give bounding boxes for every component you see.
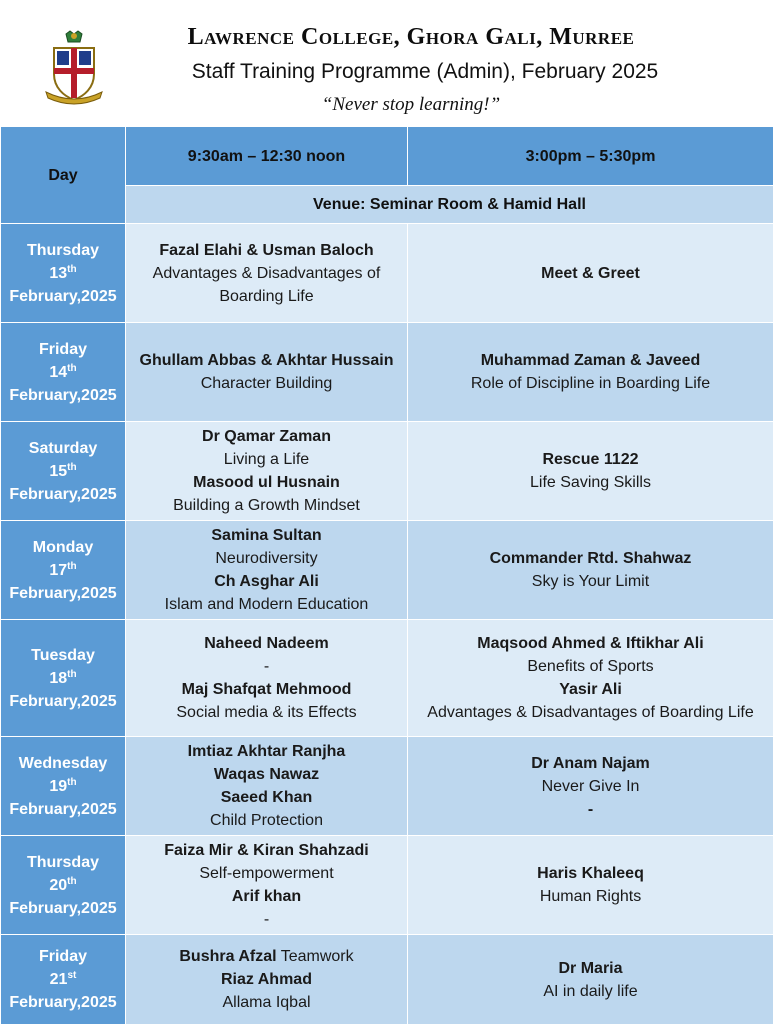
motto: “Never stop learning!” bbox=[0, 94, 773, 116]
topic-text: Life Saving Skills bbox=[530, 474, 651, 491]
morning-session-cell bbox=[126, 224, 408, 323]
date-number: 19 bbox=[49, 778, 67, 795]
speaker-name bbox=[126, 678, 407, 701]
date bbox=[1, 968, 125, 991]
schedule-row bbox=[1, 836, 773, 935]
speaker-name bbox=[408, 448, 773, 471]
day-cell bbox=[1, 224, 126, 323]
speaker-name bbox=[408, 752, 773, 775]
session-topic bbox=[126, 809, 407, 832]
date-number: 15 bbox=[49, 463, 67, 480]
college-name: Lawrence College, Ghora Gali, Murree bbox=[0, 24, 773, 51]
date-suffix: th bbox=[67, 264, 76, 275]
month-year: February,2025 bbox=[1, 582, 125, 605]
session-topic bbox=[408, 655, 773, 678]
session-topic bbox=[126, 372, 407, 395]
topic-text: Allama Iqbal bbox=[222, 994, 310, 1011]
date-suffix: st bbox=[67, 970, 76, 981]
topic-text: Neurodiversity bbox=[215, 550, 317, 567]
speaker-name bbox=[408, 349, 773, 372]
venue-cell: Venue: Seminar Room & Hamid Hall bbox=[126, 186, 773, 224]
session-topic bbox=[408, 471, 773, 494]
morning-session-cell bbox=[126, 422, 408, 521]
topic-text: Self-empowerment bbox=[199, 865, 333, 882]
topic-text: Islam and Modern Education bbox=[165, 596, 369, 613]
speaker-text: Rescue 1122 bbox=[542, 451, 638, 468]
weekday: Monday bbox=[1, 536, 125, 559]
session-topic bbox=[126, 862, 407, 885]
morning-session-cell bbox=[126, 323, 408, 422]
speaker-name bbox=[408, 957, 773, 980]
morning-session-cell bbox=[126, 620, 408, 737]
topic-text: Human Rights bbox=[540, 888, 641, 905]
date-number: 13 bbox=[49, 265, 67, 282]
speaker-name bbox=[126, 968, 407, 991]
morning-session-cell bbox=[126, 737, 408, 836]
speaker-text: Maj Shafqat Mehmood bbox=[182, 681, 352, 698]
date-suffix: th bbox=[67, 462, 76, 473]
speaker-text: Dr Maria bbox=[558, 960, 622, 977]
weekday: Thursday bbox=[1, 239, 125, 262]
session-topic bbox=[408, 885, 773, 908]
topic-text: Benefits of Sports bbox=[527, 658, 653, 675]
date bbox=[1, 460, 125, 483]
afternoon-session-cell bbox=[408, 521, 773, 620]
afternoon-session-cell bbox=[408, 323, 773, 422]
afternoon-slot-header: 3:00pm – 5:30pm bbox=[408, 127, 773, 186]
speaker-text: Riaz Ahmad bbox=[221, 971, 312, 988]
date bbox=[1, 874, 125, 897]
month-year: February,2025 bbox=[1, 690, 125, 713]
day-cell bbox=[1, 620, 126, 737]
month-year: February,2025 bbox=[1, 991, 125, 1014]
speaker-name bbox=[126, 570, 407, 593]
topic-text: AI in daily life bbox=[543, 983, 637, 1000]
day-cell bbox=[1, 737, 126, 836]
speaker-name bbox=[126, 632, 407, 655]
programme-title: Staff Training Programme (Admin), February 2025 bbox=[0, 60, 773, 84]
session-topic bbox=[126, 285, 407, 308]
date-number: 21 bbox=[50, 971, 68, 988]
date-suffix: th bbox=[67, 777, 76, 788]
date-number: 20 bbox=[49, 877, 67, 894]
speaker-text: Maqsood Ahmed & Iftikhar Ali bbox=[477, 635, 703, 652]
morning-session-cell bbox=[126, 836, 408, 935]
speaker-name bbox=[408, 632, 773, 655]
morning-slot-header: 9:30am – 12:30 noon bbox=[126, 127, 408, 186]
session-topic bbox=[126, 701, 407, 724]
speaker-name bbox=[408, 862, 773, 885]
topic-text: Living a Life bbox=[224, 451, 309, 468]
weekday: Wednesday bbox=[1, 752, 125, 775]
speaker-text: Fazal Elahi & Usman Baloch bbox=[159, 242, 373, 259]
morning-session-cell bbox=[126, 521, 408, 620]
speaker-text: Faiza Mir & Kiran Shahzadi bbox=[164, 842, 368, 859]
date-number: 18 bbox=[49, 670, 67, 687]
schedule-table bbox=[0, 126, 773, 1025]
topic-text: Sky is Your Limit bbox=[532, 573, 649, 590]
afternoon-session-cell bbox=[408, 422, 773, 521]
session-topic bbox=[126, 655, 407, 678]
speaker-name bbox=[126, 471, 407, 494]
afternoon-session-cell bbox=[408, 620, 773, 737]
weekday: Tuesday bbox=[1, 644, 125, 667]
session-topic bbox=[126, 593, 407, 616]
topic-text: - bbox=[264, 658, 269, 675]
schedule-row bbox=[1, 620, 773, 737]
month-year: February,2025 bbox=[1, 897, 125, 920]
speaker-text: Dr Anam Najam bbox=[531, 755, 650, 772]
morning-session-cell bbox=[126, 935, 408, 1025]
schedule-row bbox=[1, 521, 773, 620]
session-topic bbox=[126, 262, 407, 285]
month-year: February,2025 bbox=[1, 384, 125, 407]
month-year: February,2025 bbox=[1, 483, 125, 506]
speaker-text: Arif khan bbox=[232, 888, 301, 905]
afternoon-session-cell bbox=[408, 836, 773, 935]
speaker-text: Yasir Ali bbox=[559, 681, 622, 698]
topic-text: Social media & its Effects bbox=[176, 704, 356, 721]
schedule-row bbox=[1, 737, 773, 836]
day-cell bbox=[1, 323, 126, 422]
speaker-text: Muhammad Zaman & Javeed bbox=[481, 352, 701, 369]
speaker-text: Haris Khaleeq bbox=[537, 865, 644, 882]
speaker-text: Ghullam Abbas & Akhtar Hussain bbox=[140, 352, 394, 369]
speaker-name bbox=[408, 262, 773, 285]
date-suffix: th bbox=[67, 561, 76, 572]
speaker-name bbox=[126, 839, 407, 862]
speaker-name bbox=[126, 885, 407, 908]
session-topic bbox=[408, 775, 773, 798]
month-year: February,2025 bbox=[1, 798, 125, 821]
speaker-name bbox=[126, 349, 407, 372]
speaker-name bbox=[126, 763, 407, 786]
schedule-row bbox=[1, 935, 773, 1025]
session-topic bbox=[126, 547, 407, 570]
time-header-row bbox=[1, 127, 773, 186]
speaker-name bbox=[126, 425, 407, 448]
session-topic bbox=[408, 570, 773, 593]
schedule-row bbox=[1, 323, 773, 422]
topic-text: Boarding Life bbox=[219, 288, 313, 305]
weekday: Saturday bbox=[1, 437, 125, 460]
speaker-text: Meet & Greet bbox=[541, 265, 640, 282]
day-cell bbox=[1, 422, 126, 521]
speaker-name bbox=[126, 740, 407, 763]
weekday: Friday bbox=[1, 945, 125, 968]
afternoon-session-cell bbox=[408, 737, 773, 836]
topic-text: Child Protection bbox=[210, 812, 323, 829]
speaker-name bbox=[126, 524, 407, 547]
speaker-text: Bushra Afzal bbox=[179, 948, 276, 965]
speaker-text: Imtiaz Akhtar Ranjha bbox=[188, 743, 346, 760]
speaker-text: Saeed Khan bbox=[221, 789, 313, 806]
date-suffix: th bbox=[67, 876, 76, 887]
speaker-name bbox=[408, 678, 773, 701]
speaker-name bbox=[126, 945, 407, 968]
date-number: 17 bbox=[49, 562, 67, 579]
speaker-text: Naheed Nadeem bbox=[204, 635, 329, 652]
date bbox=[1, 262, 125, 285]
speaker-text: Commander Rtd. Shahwaz bbox=[490, 550, 692, 567]
afternoon-session-cell bbox=[408, 224, 773, 323]
speaker-text: Samina Sultan bbox=[211, 527, 321, 544]
session-topic bbox=[408, 372, 773, 395]
speaker-name bbox=[408, 547, 773, 570]
day-column-header: Day bbox=[1, 127, 126, 224]
topic-text: Character Building bbox=[201, 375, 333, 392]
afternoon-session-cell bbox=[408, 935, 773, 1025]
topic-text: - bbox=[264, 911, 269, 928]
date-number: 14 bbox=[49, 364, 67, 381]
speaker-text: Masood ul Husnain bbox=[193, 474, 340, 491]
weekday: Friday bbox=[1, 338, 125, 361]
date bbox=[1, 361, 125, 384]
topic-text: Never Give In bbox=[542, 778, 640, 795]
session-topic bbox=[408, 980, 773, 1003]
topic-text: Advantages & Disadvantages of Boarding Life bbox=[427, 704, 753, 721]
date bbox=[1, 559, 125, 582]
date bbox=[1, 775, 125, 798]
speaker-name bbox=[408, 798, 773, 821]
session-topic bbox=[408, 701, 773, 724]
speaker-text: Ch Asghar Ali bbox=[214, 573, 319, 590]
document-header bbox=[0, 0, 773, 126]
date bbox=[1, 667, 125, 690]
day-cell bbox=[1, 836, 126, 935]
topic-text: Building a Growth Mindset bbox=[173, 497, 360, 514]
topic-text: Advantages & Disadvantages of bbox=[153, 265, 381, 282]
speaker-name bbox=[126, 239, 407, 262]
session-topic-inline: Teamwork bbox=[277, 948, 354, 965]
session-topic bbox=[126, 908, 407, 931]
day-cell bbox=[1, 521, 126, 620]
schedule-row bbox=[1, 422, 773, 521]
schedule-row bbox=[1, 224, 773, 323]
speaker-text: Waqas Nawaz bbox=[214, 766, 319, 783]
date-suffix: th bbox=[67, 669, 76, 680]
speaker-name bbox=[126, 786, 407, 809]
month-year: February,2025 bbox=[1, 285, 125, 308]
speaker-text: Dr Qamar Zaman bbox=[202, 428, 331, 445]
weekday: Thursday bbox=[1, 851, 125, 874]
session-topic bbox=[126, 494, 407, 517]
topic-text: Role of Discipline in Boarding Life bbox=[471, 375, 710, 392]
speaker-text: - bbox=[588, 801, 593, 818]
session-topic bbox=[126, 448, 407, 471]
session-topic bbox=[126, 991, 407, 1014]
day-cell bbox=[1, 935, 126, 1025]
date-suffix: th bbox=[67, 363, 76, 374]
